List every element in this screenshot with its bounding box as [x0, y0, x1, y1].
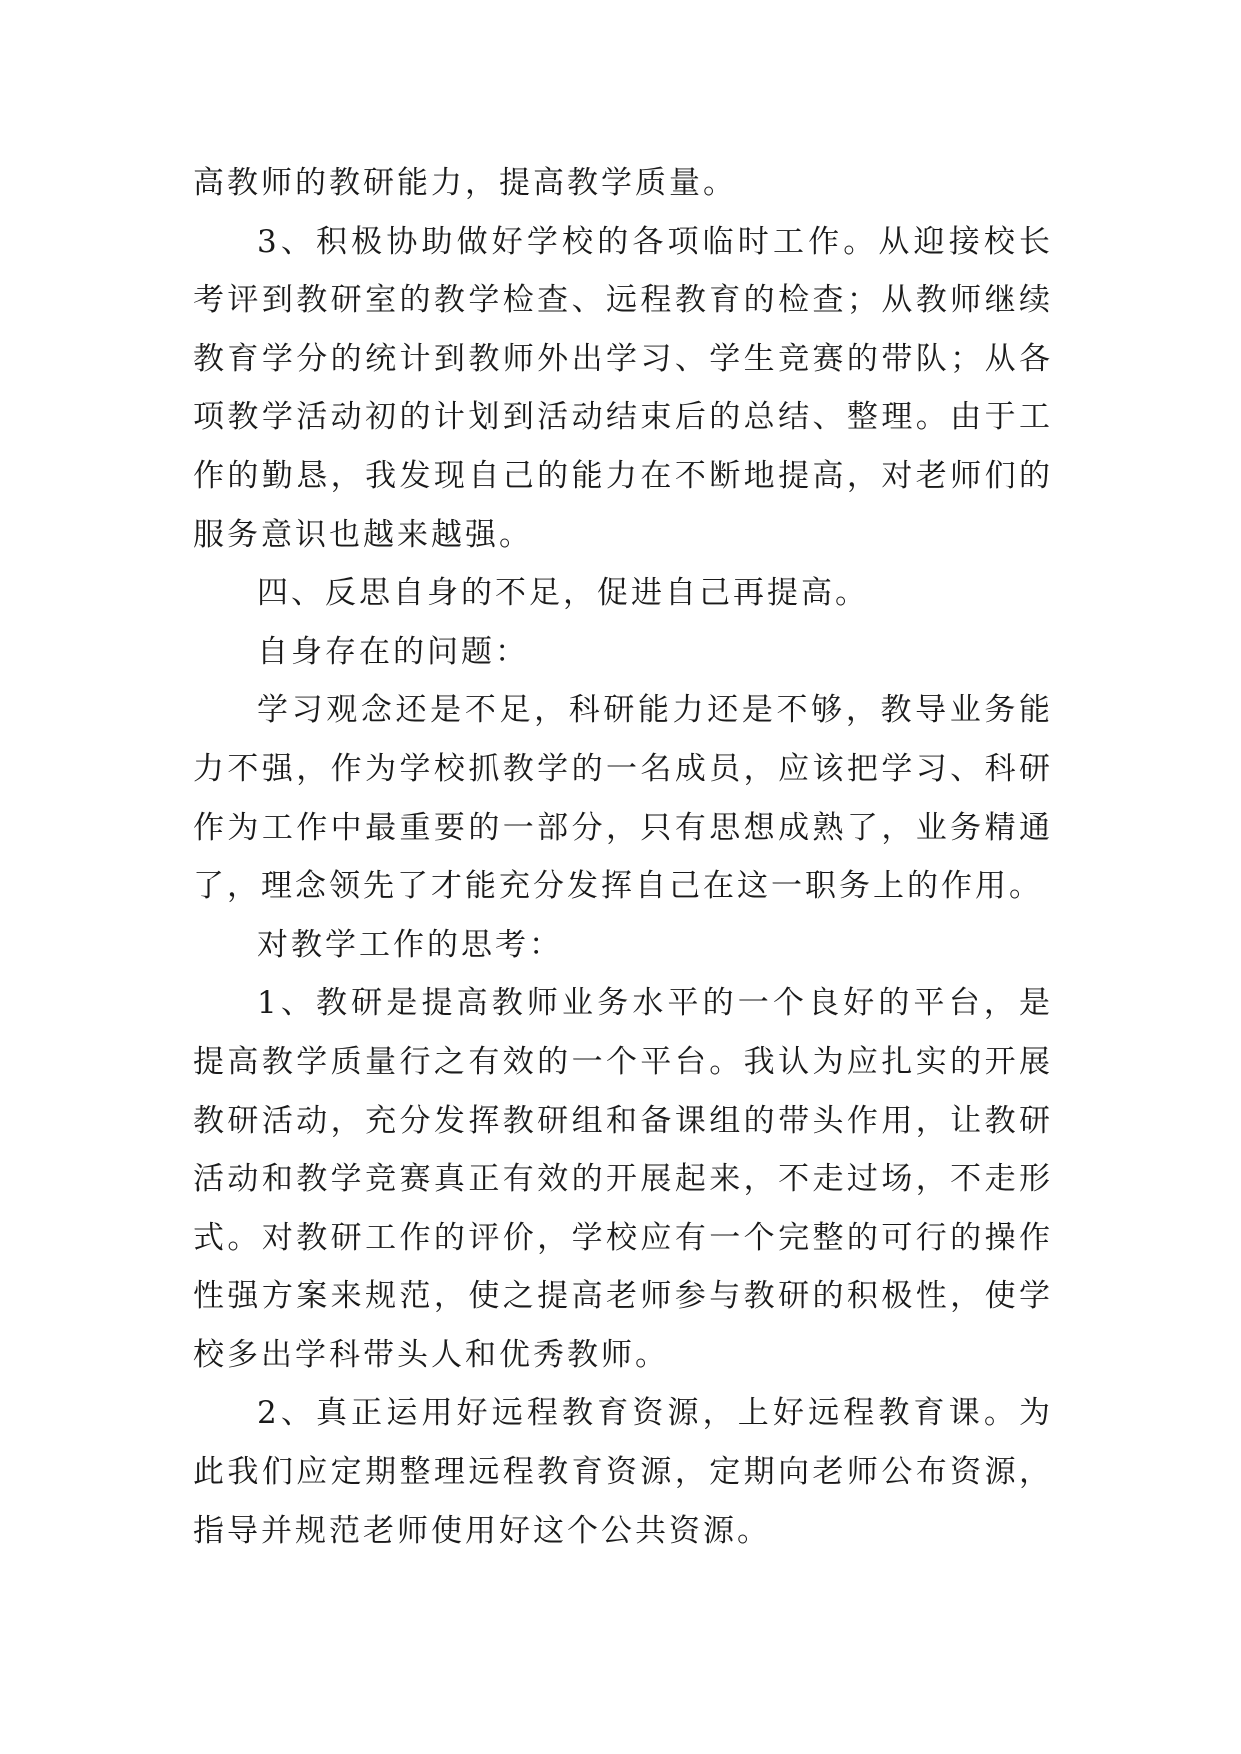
paragraph-continuation: 高教师的教研能力，提高教学质量。: [193, 165, 737, 201]
subheading-problems: 自身存在的问题：: [257, 633, 529, 670]
paragraph-item-2: 2、真正运用好远程教育资源，上好远程教育课。为此我们应定期整理远程教育资源，定期向老师公布资源，指导并规范老师使用好这个公共资源。: [193, 1395, 1053, 1549]
section-heading-4: 四、反思自身的不足，促进自己再提高。: [257, 575, 869, 612]
paragraph-item-3: 3、积极协助做好学校的各项临时工作。从迎接校长考评到教研室的教学检查、远程教育的检查；从教师继续教育学分的统计到教师外出学习、学生竞赛的带队；从各项教学活动初的计划到活动结束后的总结、整理。由于工作的勤恳，我发现自己的能力在不断地提高，对老师们的服务意识也越来越强。: [193, 223, 1053, 553]
paragraph-problems: 学习观念还是不足，科研能力还是不够，教导业务能力不强，作为学校抓教学的一名成员，应该把学习、科研作为工作中最重要的一部分，只有思想成熟了，业务精通了，理念领先了才能充分发挥自己在这一职务上的作用。: [193, 692, 1053, 905]
paragraph-item-1: 1、教研是提高教师业务水平的一个良好的平台，是提高教学质量行之有效的一个平台。我认为应扎实的开展教研活动，充分发挥教研组和备课组的带头作用，让教研活动和教学竞赛真正有效的开展起来，不走过场，不走形式。对教研工作的评价，学校应有一个完整的可行的操作性强方案来规范，使之提高老师参与教研的积极性，使学校多出学科带头人和优秀教师。: [193, 985, 1053, 1373]
document-page: [193, 154, 1053, 1560]
subheading-reflection: 对教学工作的思考：: [257, 926, 563, 963]
